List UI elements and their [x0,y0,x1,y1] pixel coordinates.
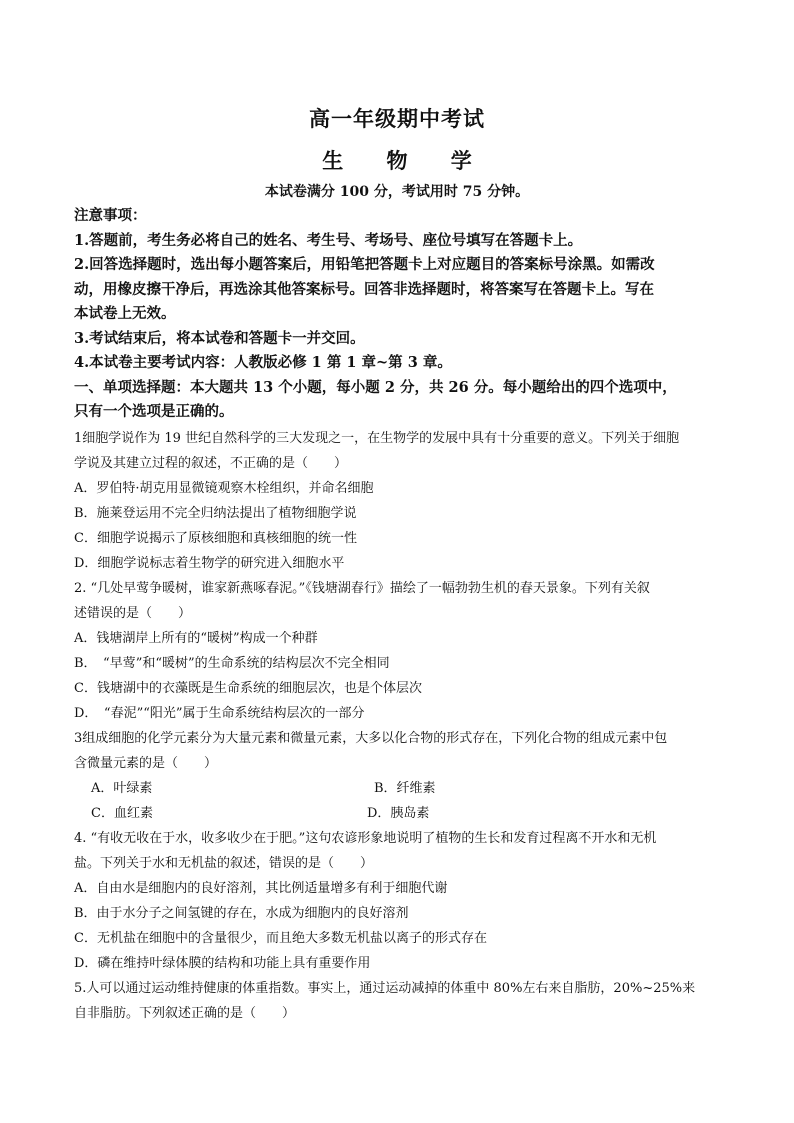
question-1 [74,426,724,576]
q3-options-row-2 [74,801,724,826]
q3-stem-line-1: 3组成细胞的化学元素分为大量元素和微量元素，大多以化合物的形式存在，下列化合物的组成元素中包 [74,731,668,746]
question-2 [74,576,724,726]
notice-heading: 注意事项： [74,207,147,224]
q3-stem-line-2: 含微量元素的是（ ） [74,756,218,771]
q2-stem-line-1: 2. “几处早莺争暖树，谁家新燕啄春泥。”《钱塘湖春行》描绘了一幅勃勃生机的春天景象。下列有关叙 [74,581,650,596]
q4-option-b: B．由于水分子之间氢键的存在，水成为细胞内的良好溶剂 [74,906,409,921]
q2-option-b: B． “早莺”和“暖树”的生命系统的结构层次不完全相同 [74,656,390,671]
q3-option-a: A．叶绿素 [91,781,153,796]
score-time-note: 本试卷满分 100 分，考试用时 75 分钟。 [264,184,530,200]
notice-item-1: 1.答题前，考生务必将自己的姓名、考生号、考场号、座位号填写在答题卡上。 [74,231,583,249]
q3-option-b: B．纤维素 [374,781,436,796]
question-3 [74,726,724,826]
q1-stem-line-2: 学说及其建立过程的叙述，不正确的是（ ） [74,456,348,471]
q3-option-d: D．胰岛素 [367,806,430,821]
q2-option-a: A．钱塘湖岸上所有的“暖树”构成一个种群 [74,631,318,646]
q2-stem-line-2: 述错误的是（ ） [74,606,192,621]
q2-option-d: D． “春泥”“阳光”属于生命系统结构层次的一部分 [74,706,365,721]
q5-stem-line-1: 5.人可以通过运动维持健康的体重指数。事实上，通过运动减掉的体重中 80%左右来自脂肪，20%~25%来 [74,981,696,996]
q1-option-d: D．细胞学说标志着生物学的研究进入细胞水平 [74,556,345,571]
notice-item-4: 4.本试卷主要考试内容：人教版必修 1 第 1 章~第 3 章。 [74,354,452,371]
q1-option-a: A．罗伯特·胡克用显微镜观察木栓组织，并命名细胞 [74,481,374,496]
q1-option-c: C．细胞学说揭示了原核细胞和真核细胞的统一性 [74,531,357,546]
q4-option-d: D．磷在维持叶绿体膜的结构和功能上具有重要作用 [74,956,371,971]
q4-option-a: A．自由水是细胞内的良好溶剂，其比例适量增多有利于细胞代谢 [74,881,448,896]
q4-stem-line-2: 盐。下列关于水和无机盐的叙述，错误的是（ ） [74,856,374,871]
notice-section [74,204,724,425]
q4-option-c: C．无机盐在细胞中的含量很少，而且绝大多数无机盐以离子的形式存在 [74,931,487,946]
q1-option-b: B．施莱登运用不完全归纳法提出了植物细胞学说 [74,506,357,521]
q5-stem-line-2: 自非脂肪。下列叙述正确的是（ ） [74,1006,296,1021]
q1-stem-line-1: 1细胞学说作为 19 世纪自然科学的三大发现之一，在生物学的发展中具有十分重要的意义。下列关于细胞 [74,431,680,446]
question-4 [74,826,724,976]
q2-option-c: C．钱塘湖中的衣藻既是生命系统的细胞层次，也是个体层次 [74,681,422,696]
q4-stem-line-1: 4. “有收无收在于水，收多收少在于肥。”这句农谚形象地说明了植物的生长和发育过程离不开水和无机 [74,831,657,846]
question-5 [74,976,724,1026]
notice-item-2-line-3: 本试卷上无效。 [74,305,176,322]
q3-option-c: C．血红素 [91,806,153,821]
section-1-heading-line-1: 一、单项选择题：本大题共 13 个小题，每小题 2 分，共 26 分。每小题给出的四个选项中， [74,378,677,396]
notice-item-2-line-2: 动，用橡皮擦干净后，再选涂其他答案标号。回答非选择题时，将答案写在答题卡上。写在 [74,280,654,298]
exam-title: 高一年级期中考试 [309,106,485,131]
q3-options-row-1 [74,776,724,801]
notice-item-2-line-1: 2.回答选择题时，选出每小题答案后，用铅笔把答题卡上对应题目的答案标号涂黑。如需改 [74,256,655,273]
section-1-heading-line-2: 只有一个选项是正确的。 [74,403,234,420]
notice-item-3: 3.考试结束后，将本试卷和答题卡一并交回。 [74,329,365,347]
questions-section [74,426,724,1026]
subject-title: 生 物 学 [322,148,490,173]
